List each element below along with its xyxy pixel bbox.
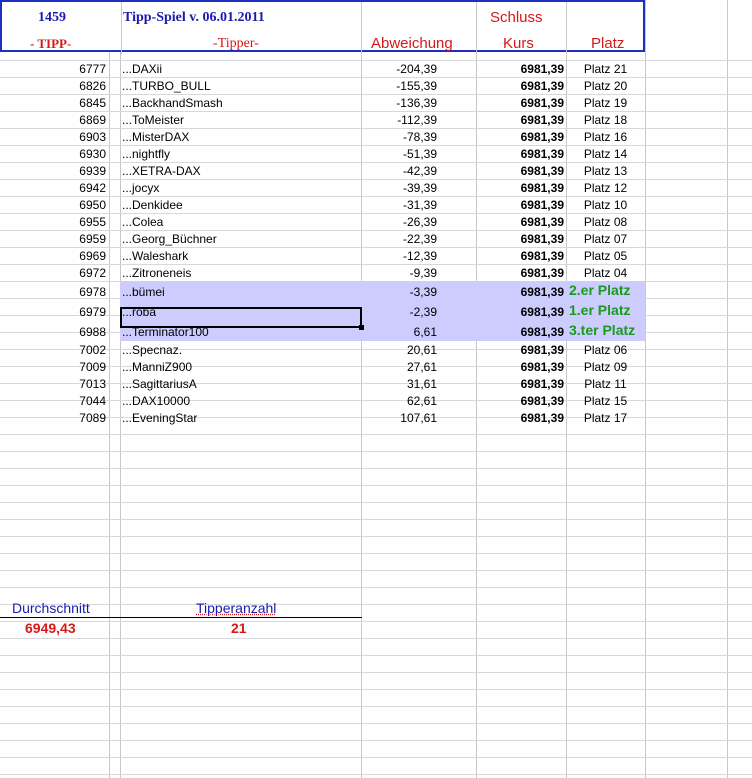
- platz-cell[interactable]: 2.er Platz: [569, 282, 631, 298]
- platz-cell[interactable]: Platz 13: [583, 164, 628, 178]
- platz-cell[interactable]: Platz 08: [583, 215, 628, 229]
- abweichung-cell[interactable]: 31,61: [406, 377, 437, 391]
- grid-row-line: [0, 502, 752, 503]
- platz-cell[interactable]: Platz 20: [583, 79, 628, 93]
- kurs-cell[interactable]: 6981,39: [520, 266, 564, 280]
- platz-cell[interactable]: Platz 16: [583, 130, 628, 144]
- kurs-cell[interactable]: 6981,39: [520, 130, 564, 144]
- tipper-cell[interactable]: ...DAX10000: [122, 394, 191, 408]
- tipp-cell[interactable]: 6869: [79, 113, 106, 127]
- grid-row-line: [0, 774, 752, 775]
- tipper-count-header[interactable]: 1459: [38, 10, 66, 25]
- abweichung-cell[interactable]: -51,39: [402, 147, 437, 161]
- fill-handle[interactable]: [359, 325, 364, 330]
- tipper-cell[interactable]: ...MisterDAX: [122, 130, 190, 144]
- abweichung-cell[interactable]: 6,61: [413, 324, 437, 339]
- kurs-cell[interactable]: 6981,39: [520, 62, 564, 76]
- platz-cell[interactable]: Platz 12: [583, 181, 628, 195]
- tipper-cell[interactable]: ...ManniZ900: [122, 360, 193, 374]
- grid-row-line: [0, 519, 752, 520]
- header-tipper[interactable]: -Tipper-: [213, 36, 259, 51]
- tipp-cell[interactable]: 6826: [79, 79, 106, 93]
- tipp-cell[interactable]: 7044: [79, 394, 106, 408]
- tipper-cell[interactable]: ...roba: [122, 304, 157, 319]
- kurs-cell[interactable]: 6981,39: [520, 394, 564, 408]
- tipper-cell[interactable]: ...jocyx: [122, 181, 160, 195]
- grid-row-line: [0, 536, 752, 537]
- tipper-cell[interactable]: ...BackhandSmash: [122, 96, 223, 110]
- grid-row-line: [0, 604, 752, 605]
- abweichung-cell[interactable]: -3,39: [409, 284, 437, 299]
- header-kurs[interactable]: Kurs: [503, 35, 534, 52]
- platz-cell[interactable]: Platz 10: [583, 198, 628, 212]
- header-schluss[interactable]: Schluss: [490, 9, 543, 26]
- kurs-cell[interactable]: 6981,39: [520, 79, 564, 93]
- abweichung-cell[interactable]: -42,39: [402, 164, 437, 178]
- average-label[interactable]: Durchschnitt: [12, 600, 90, 616]
- kurs-cell[interactable]: 6981,39: [520, 198, 564, 212]
- tipper-cell[interactable]: ...Specnaz.: [122, 343, 183, 357]
- tipper-cell[interactable]: ...SagittariusA: [122, 377, 197, 391]
- grid-row-line: [0, 553, 752, 554]
- grid-row-line: [0, 570, 752, 571]
- abweichung-cell[interactable]: 27,61: [406, 360, 437, 374]
- abweichung-cell[interactable]: -39,39: [402, 181, 437, 195]
- kurs-cell[interactable]: 6981,39: [520, 113, 564, 127]
- tipp-cell[interactable]: 7089: [79, 411, 106, 425]
- kurs-cell[interactable]: 6981,39: [520, 96, 564, 110]
- header-abweichung[interactable]: Abweichung: [371, 35, 453, 52]
- header-tipp[interactable]: - TIPP-: [30, 36, 72, 51]
- platz-cell[interactable]: Platz 11: [584, 377, 627, 391]
- tipp-cell[interactable]: 6972: [79, 266, 106, 280]
- grid-row-line: [0, 451, 752, 452]
- grid-row-line: [0, 706, 752, 707]
- platz-cell[interactable]: 3.ter Platz: [569, 322, 636, 338]
- grid-col-line: [120, 0, 121, 778]
- tipper-cell[interactable]: ...Denkidee: [122, 198, 183, 212]
- tipp-cell[interactable]: 7002: [79, 343, 106, 357]
- tipp-cell[interactable]: 6969: [79, 249, 106, 263]
- tipper-cell[interactable]: ...XETRA-DAX: [122, 164, 201, 178]
- tipper-count-label[interactable]: Tipperanzahl: [196, 600, 277, 616]
- tipper-cell[interactable]: ...nightfly: [122, 147, 171, 161]
- platz-cell[interactable]: Platz 17: [583, 411, 628, 425]
- abweichung-cell[interactable]: -155,39: [396, 79, 437, 93]
- abweichung-cell[interactable]: -9,39: [409, 266, 437, 280]
- grid-row-line: [0, 485, 752, 486]
- tipp-cell[interactable]: 6978: [79, 284, 106, 299]
- abweichung-cell[interactable]: -204,39: [396, 62, 437, 76]
- kurs-cell[interactable]: 6981,39: [520, 249, 564, 263]
- abweichung-cell[interactable]: -136,39: [396, 96, 437, 110]
- platz-cell[interactable]: Platz 04: [583, 266, 628, 280]
- kurs-cell[interactable]: 6981,39: [520, 147, 564, 161]
- tipper-cell[interactable]: ...Terminator100: [122, 324, 209, 339]
- tipp-cell[interactable]: 6939: [79, 164, 106, 178]
- platz-cell[interactable]: Platz 21: [583, 62, 628, 76]
- tipper-cell[interactable]: ...EveningStar: [122, 411, 198, 425]
- platz-cell[interactable]: 1.er Platz: [569, 302, 631, 318]
- tipp-cell[interactable]: 6930: [79, 147, 106, 161]
- abweichung-cell[interactable]: -112,39: [397, 113, 437, 127]
- tipp-cell[interactable]: 6845: [79, 96, 106, 110]
- kurs-cell[interactable]: 6981,39: [520, 324, 564, 339]
- kurs-cell[interactable]: 6981,39: [520, 215, 564, 229]
- tipp-cell[interactable]: 6955: [79, 215, 106, 229]
- tipper-count-value[interactable]: 21: [231, 620, 247, 636]
- platz-cell[interactable]: Platz 07: [583, 232, 628, 246]
- tipper-cell[interactable]: ...Waleshark: [122, 249, 189, 263]
- kurs-cell[interactable]: 6981,39: [520, 343, 564, 357]
- grid-row-line: [0, 672, 752, 673]
- platz-cell[interactable]: Platz 19: [583, 96, 628, 110]
- grid-row-line: [0, 689, 752, 690]
- platz-cell[interactable]: Platz 05: [583, 249, 628, 263]
- grid-col-line: [109, 0, 110, 778]
- cell-selection[interactable]: [120, 307, 362, 328]
- abweichung-cell[interactable]: 20,61: [406, 343, 437, 357]
- grid-col-line: [727, 0, 728, 778]
- grid-row-line: [0, 638, 752, 639]
- tipp-cell[interactable]: 6942: [79, 181, 106, 195]
- kurs-cell[interactable]: 6981,39: [520, 232, 564, 246]
- tipper-cell[interactable]: ...Colea: [122, 215, 164, 229]
- tipp-cell[interactable]: 6903: [79, 130, 106, 144]
- abweichung-cell[interactable]: -31,39: [402, 198, 437, 212]
- abweichung-cell[interactable]: -26,39: [402, 215, 437, 229]
- platz-cell[interactable]: Platz 09: [583, 360, 628, 374]
- tipper-cell[interactable]: ...Georg_Büchner: [122, 232, 217, 246]
- average-value[interactable]: 6949,43: [25, 620, 76, 636]
- header-separator: [476, 2, 477, 54]
- tipp-cell[interactable]: 6988: [79, 324, 106, 339]
- kurs-cell[interactable]: 6981,39: [520, 377, 564, 391]
- tipper-cell[interactable]: ...ToMeister: [122, 113, 185, 127]
- grid-row-line: [0, 587, 752, 588]
- grid-row-line: [0, 655, 752, 656]
- kurs-cell[interactable]: 6981,39: [520, 360, 564, 374]
- abweichung-cell[interactable]: -2,39: [409, 304, 437, 319]
- header-separator: [361, 2, 362, 54]
- platz-cell[interactable]: Platz 15: [583, 394, 628, 408]
- sheet-title[interactable]: Tipp-Spiel v. 06.01.2011: [123, 10, 265, 25]
- header-platz[interactable]: Platz: [591, 35, 625, 52]
- kurs-cell[interactable]: 6981,39: [520, 411, 564, 425]
- grid-col-line: [645, 0, 646, 778]
- platz-cell[interactable]: Platz 14: [583, 147, 628, 161]
- tipper-cell[interactable]: ...TURBO_BULL: [122, 79, 211, 93]
- platz-cell[interactable]: Platz 18: [583, 113, 628, 127]
- grid-row-line: [0, 468, 752, 469]
- abweichung-cell[interactable]: -22,39: [402, 232, 437, 246]
- abweichung-cell[interactable]: 62,61: [406, 394, 437, 408]
- grid-row-line: [0, 621, 752, 622]
- header-separator: [566, 2, 567, 54]
- grid-row-line: [0, 757, 752, 758]
- abweichung-cell[interactable]: -12,39: [402, 249, 437, 263]
- kurs-cell[interactable]: 6981,39: [520, 181, 564, 195]
- grid-row-line: [0, 723, 752, 724]
- grid-row-line: [0, 434, 752, 435]
- grid-row-line: [0, 740, 752, 741]
- header-separator: [121, 2, 122, 54]
- tipp-cell[interactable]: 6979: [79, 304, 106, 319]
- tipp-cell[interactable]: 6777: [79, 62, 106, 76]
- platz-cell[interactable]: Platz 06: [583, 343, 628, 357]
- tipp-cell[interactable]: 6959: [79, 232, 106, 246]
- tipp-cell[interactable]: 7009: [79, 360, 106, 374]
- kurs-cell[interactable]: 6981,39: [520, 164, 564, 178]
- tipper-cell[interactable]: ...Zitroneneis: [122, 266, 192, 280]
- footer-line: [0, 617, 362, 618]
- abweichung-cell[interactable]: 107,61: [400, 411, 437, 425]
- kurs-cell[interactable]: 6981,39: [520, 284, 564, 299]
- tipp-cell[interactable]: 7013: [79, 377, 106, 391]
- tipper-cell[interactable]: ...bümei: [122, 284, 165, 299]
- kurs-cell[interactable]: 6981,39: [520, 304, 564, 319]
- header-box: [0, 0, 645, 52]
- tipp-cell[interactable]: 6950: [79, 198, 106, 212]
- abweichung-cell[interactable]: -78,39: [402, 130, 437, 144]
- tipper-cell[interactable]: ...DAXii: [122, 62, 163, 76]
